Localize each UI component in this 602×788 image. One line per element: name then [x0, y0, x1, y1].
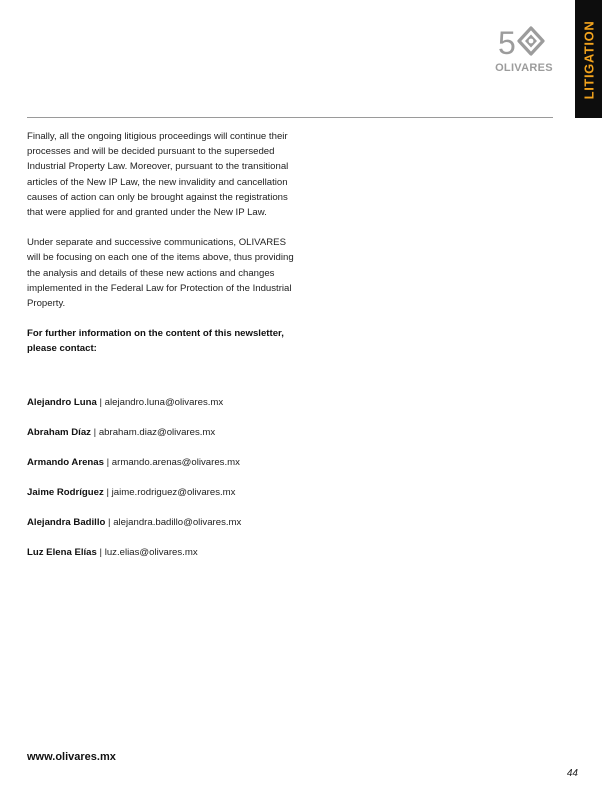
- contact-email-link[interactable]: luz.elias@olivares.mx: [104, 547, 198, 558]
- contact-email-link[interactable]: armando.arenas@olivares.mx: [111, 457, 240, 468]
- contact-name: Armando Arenas: [27, 457, 104, 468]
- contact-name: Alejandra Badillo: [27, 517, 106, 528]
- contact-item: [27, 485, 347, 500]
- contact-email-link[interactable]: abraham.diaz@olivares.mx: [98, 427, 216, 438]
- article-body: [27, 129, 297, 372]
- contact-item: [27, 425, 347, 440]
- contact-separator: |: [99, 397, 102, 408]
- contact-name: Abraham Díaz: [27, 427, 91, 438]
- contact-separator: |: [106, 487, 109, 498]
- contact-email-link[interactable]: alejandro.luna@olivares.mx: [104, 397, 224, 408]
- contact-separator: |: [99, 547, 103, 558]
- contact-list: [27, 395, 347, 575]
- contact-separator: |: [93, 427, 97, 438]
- contact-item: [27, 545, 347, 560]
- contact-separator: |: [106, 457, 110, 468]
- header-divider: [27, 117, 553, 118]
- section-tab-label: LITIGATION: [581, 20, 596, 100]
- contact-heading: For further information on the content of this newsletter, please contact:: [27, 328, 284, 355]
- contact-name: Alejandro Luna: [27, 397, 97, 408]
- svg-text:5: 5: [498, 25, 516, 58]
- contact-separator: |: [108, 517, 111, 528]
- contact-name: Luz Elena Elías: [27, 547, 97, 558]
- contact-email-link[interactable]: jaime.rodriguez@olivares.mx: [111, 487, 236, 498]
- website-link[interactable]: www.olivares.mx: [27, 751, 116, 763]
- contact-item: [27, 515, 347, 530]
- contact-item: [27, 455, 347, 470]
- section-tab: [575, 0, 602, 118]
- body-paragraph: Finally, all the ongoing litigious proceedings will continue their processes and will be decided pursuant to the superseded Industrial Property Law. Moreover, pursuant to the transitional articles of the New IP Law, the new invalidity and cancellation causes of action can only be brought against the registrations that were applied for and granted under the New IP Law.: [27, 131, 289, 219]
- page-number: 44: [566, 768, 578, 779]
- contact-name: Jaime Rodríguez: [27, 487, 104, 498]
- contact-item: [27, 395, 347, 410]
- logo-wordmark: OLIVARES: [495, 62, 553, 74]
- anniversary-50-logo-icon: [498, 24, 550, 58]
- contact-email-link[interactable]: alejandra.badillo@olivares.mx: [113, 517, 242, 528]
- body-paragraph: Under separate and successive communications, OLIVARES will be focusing on each one of the items above, thus providing the analysis and details of these new actions and changes implemented in the Federal Law for Protection of the Industrial Property.: [27, 237, 294, 310]
- olivares-50-logo: [490, 24, 558, 76]
